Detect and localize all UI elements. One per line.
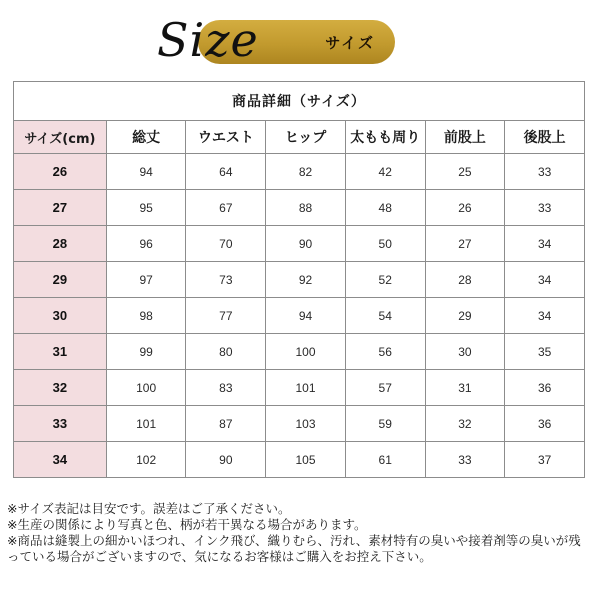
table-cell: 33 — [425, 442, 505, 478]
table-cell: 101 — [106, 406, 186, 442]
table-title: 商品詳細（サイズ） — [14, 82, 585, 121]
table-cell: 73 — [186, 262, 266, 298]
table-row — [14, 334, 585, 370]
size-label-cell: 29 — [14, 262, 107, 298]
size-table — [13, 81, 585, 478]
table-cell: 95 — [106, 190, 186, 226]
table-cell: 30 — [425, 334, 505, 370]
table-cell: 33 — [505, 154, 585, 190]
table-cell: 99 — [106, 334, 186, 370]
note-product-condition: ※商品は縫製上の細かいほつれ、インク飛び、織りむら、汚れ、素材特有の臭いや接着剤等の臭いが残っている場合がございますので、気になるお客様はご購入をお控え下さい。 — [7, 533, 581, 564]
table-cell: 54 — [345, 298, 425, 334]
table-cell: 50 — [345, 226, 425, 262]
table-cell: 29 — [425, 298, 505, 334]
table-row — [14, 226, 585, 262]
table-header-row — [14, 121, 585, 154]
table-cell: 37 — [505, 442, 585, 478]
table-cell: 34 — [505, 298, 585, 334]
table-cell: 70 — [186, 226, 266, 262]
table-cell: 90 — [186, 442, 266, 478]
table-cell: 27 — [425, 226, 505, 262]
table-cell: 34 — [505, 262, 585, 298]
size-label-cell: 28 — [14, 226, 107, 262]
table-cell: 90 — [266, 226, 346, 262]
table-cell: 64 — [186, 154, 266, 190]
size-header-title: Size — [157, 13, 259, 67]
table-cell: 52 — [345, 262, 425, 298]
table-cell: 59 — [345, 406, 425, 442]
size-label-cell: 32 — [14, 370, 107, 406]
notes — [7, 501, 593, 565]
table-cell: 31 — [425, 370, 505, 406]
table-body — [14, 154, 585, 478]
table-cell: 33 — [505, 190, 585, 226]
note-size-guide: ※サイズ表記は目安です。誤差はご了承ください。 — [7, 501, 291, 516]
column-header-thigh: 太もも周り — [345, 121, 425, 154]
table-row — [14, 154, 585, 190]
table-cell: 100 — [266, 334, 346, 370]
table-cell: 61 — [345, 442, 425, 478]
size-label-cell: 26 — [14, 154, 107, 190]
table-cell: 28 — [425, 262, 505, 298]
table-cell: 32 — [425, 406, 505, 442]
table-cell: 34 — [505, 226, 585, 262]
table-cell: 88 — [266, 190, 346, 226]
size-label-cell: 30 — [14, 298, 107, 334]
table-cell: 97 — [106, 262, 186, 298]
table-cell: 57 — [345, 370, 425, 406]
size-header-subtitle: サイズ — [325, 34, 375, 52]
size-label-cell: 31 — [14, 334, 107, 370]
table-cell: 94 — [106, 154, 186, 190]
column-header-back-rise: 後股上 — [505, 121, 585, 154]
table-cell: 102 — [106, 442, 186, 478]
table-cell: 101 — [266, 370, 346, 406]
table-cell: 48 — [345, 190, 425, 226]
size-label-cell: 27 — [14, 190, 107, 226]
table-cell: 105 — [266, 442, 346, 478]
table-cell: 87 — [186, 406, 266, 442]
table-row — [14, 190, 585, 226]
table-cell: 83 — [186, 370, 266, 406]
column-header-hip: ヒップ — [266, 121, 346, 154]
table-cell: 25 — [425, 154, 505, 190]
column-header-waist: ウエスト — [186, 121, 266, 154]
table-row — [14, 298, 585, 334]
table-cell: 94 — [266, 298, 346, 334]
table-cell: 42 — [345, 154, 425, 190]
size-label-cell: 33 — [14, 406, 107, 442]
table-row — [14, 262, 585, 298]
table-row — [14, 442, 585, 478]
column-header-total-length: 総丈 — [106, 121, 186, 154]
table-cell: 77 — [186, 298, 266, 334]
table-cell: 80 — [186, 334, 266, 370]
table-row — [14, 370, 585, 406]
size-label-cell: 34 — [14, 442, 107, 478]
table-cell: 35 — [505, 334, 585, 370]
table-cell: 103 — [266, 406, 346, 442]
table-row — [14, 406, 585, 442]
table-cell: 98 — [106, 298, 186, 334]
table-cell: 26 — [425, 190, 505, 226]
table-cell: 82 — [266, 154, 346, 190]
table-cell: 36 — [505, 406, 585, 442]
table-cell: 36 — [505, 370, 585, 406]
table-cell: 100 — [106, 370, 186, 406]
column-header-size: サイズ(cm) — [14, 121, 107, 154]
note-color-difference: ※生産の関係により写真と色、柄が若干異なる場合があります。 — [7, 517, 367, 532]
column-header-front-rise: 前股上 — [425, 121, 505, 154]
table-cell: 96 — [106, 226, 186, 262]
table-cell: 67 — [186, 190, 266, 226]
table-cell: 56 — [345, 334, 425, 370]
table-cell: 92 — [266, 262, 346, 298]
